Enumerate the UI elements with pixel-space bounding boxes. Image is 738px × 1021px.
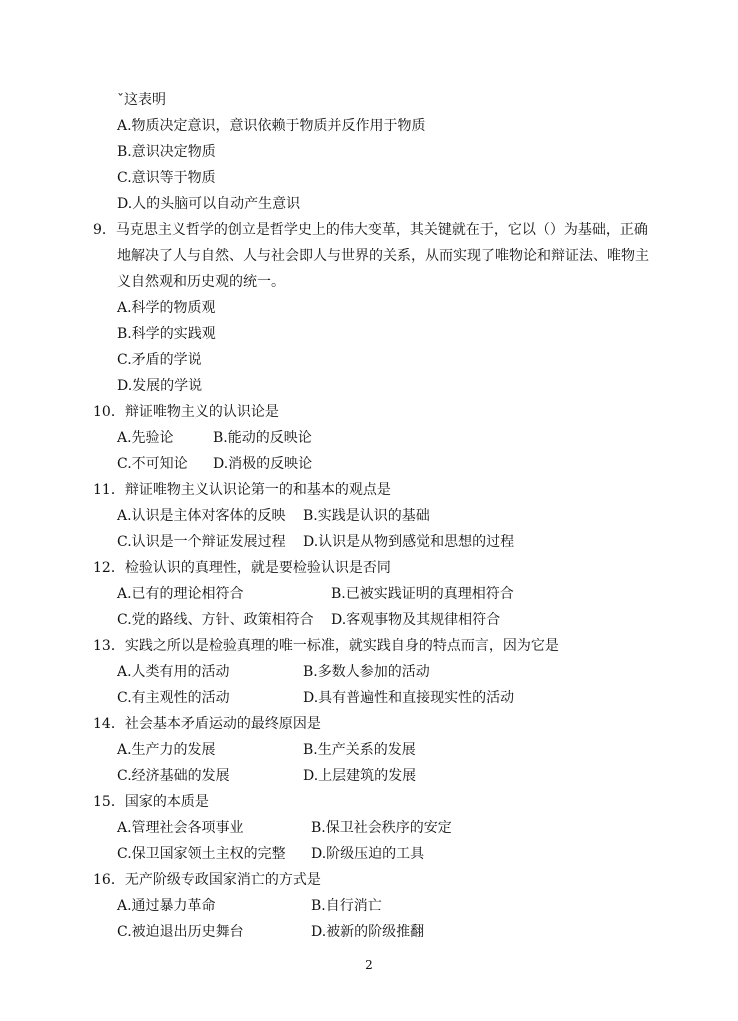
q12-option-b: B.已被实践证明的真理相符合: [331, 586, 514, 602]
q13-option-c: C.有主观性的活动: [117, 690, 230, 706]
q12-option-c: C.党的路线、方针、政策相符合: [117, 612, 314, 628]
q10-option-d: D.消极的反映论: [213, 456, 313, 472]
q11-option-b: B.实践是认识的基础: [303, 508, 430, 524]
q9-option-a: A.科学的物质观: [117, 300, 216, 316]
q10-option-b: B.能动的反映论: [213, 430, 312, 446]
q12-stem: 12．检验认识的真理性，就是要检验认识是否同: [93, 560, 391, 576]
q15-option-c: C.保卫国家领土主权的完整: [117, 846, 286, 862]
q9-stem-line-3: 义自然观和历史观的统一。: [117, 274, 285, 290]
q15-option-d: D.阶级压迫的工具: [311, 846, 425, 862]
q14-stem: 14．社会基本矛盾运动的最终原因是: [93, 716, 321, 732]
q16-option-d: D.被新的阶级推翻: [311, 924, 425, 940]
q10-stem: 10．辩证唯物主义的认识论是: [93, 404, 279, 420]
q9-option-c: C.矛盾的学说: [117, 352, 202, 368]
q16-option-b: B.自行消亡: [311, 898, 382, 914]
q13-option-b: B.多数人参加的活动: [303, 664, 430, 680]
q11-option-a: A.认识是主体对客体的反映: [117, 508, 286, 524]
q8-option-d: D.人的头脑可以自动产生意识: [117, 196, 301, 212]
q16-stem: 16．无产阶级专政国家消亡的方式是: [93, 872, 321, 888]
q14-option-a: A.生产力的发展: [117, 742, 216, 758]
q16-option-a: A.通过暴力革命: [117, 898, 216, 914]
q15-option-b: B.保卫社会秩序的安定: [311, 820, 452, 836]
q9-option-b: B.科学的实践观: [117, 326, 216, 342]
q12-option-d: D.客观事物及其规律相符合: [331, 612, 501, 628]
q14-option-b: B.生产关系的发展: [303, 742, 416, 758]
q11-option-d: D.认识是从物到感觉和思想的过程: [303, 534, 515, 550]
q14-option-c: C.经济基础的发展: [117, 768, 230, 784]
q11-stem: 11．辩证唯物主义认识论第一的和基本的观点是: [93, 482, 391, 498]
q8-option-c: C.意识等于物质: [117, 170, 216, 186]
q9-option-d: D.发展的学说: [117, 378, 203, 394]
q8-stem-tail: ˇ这表明: [117, 92, 166, 108]
q13-option-d: D.具有普遍性和直接现实性的活动: [303, 690, 515, 706]
q16-option-c: C.被迫退出历史舞台: [117, 924, 244, 940]
q14-option-d: D.上层建筑的发展: [303, 768, 417, 784]
page-number: 2: [365, 958, 373, 972]
q8-option-a: A.物质决定意识，意识依赖于物质并反作用于物质: [117, 118, 426, 134]
q13-stem: 13．实践之所以是检验真理的唯一标准，就实践自身的特点而言，因为它是: [93, 638, 559, 654]
q12-option-a: A.已有的理论相符合: [117, 586, 244, 602]
q9-stem-line-2: 地解决了人与自然、人与社会即人与世界的关系，从而实现了唯物论和辩证法、唯物主: [117, 248, 649, 264]
q9-stem-line-1: 9．马克思主义哲学的创立是哲学史上的伟大变革，其关键就在于，它以（）为基础，正确: [93, 222, 648, 238]
q11-option-c: C.认识是一个辩证发展过程: [117, 534, 286, 550]
q10-option-a: A.先验论: [117, 430, 174, 446]
q10-option-c: C.不可知论: [117, 456, 188, 472]
q15-stem: 15．国家的本质是: [93, 794, 209, 810]
q13-option-a: A.人类有用的活动: [117, 664, 230, 680]
q15-option-a: A.管理社会各项事业: [117, 820, 244, 836]
q8-option-b: B.意识决定物质: [117, 144, 216, 160]
